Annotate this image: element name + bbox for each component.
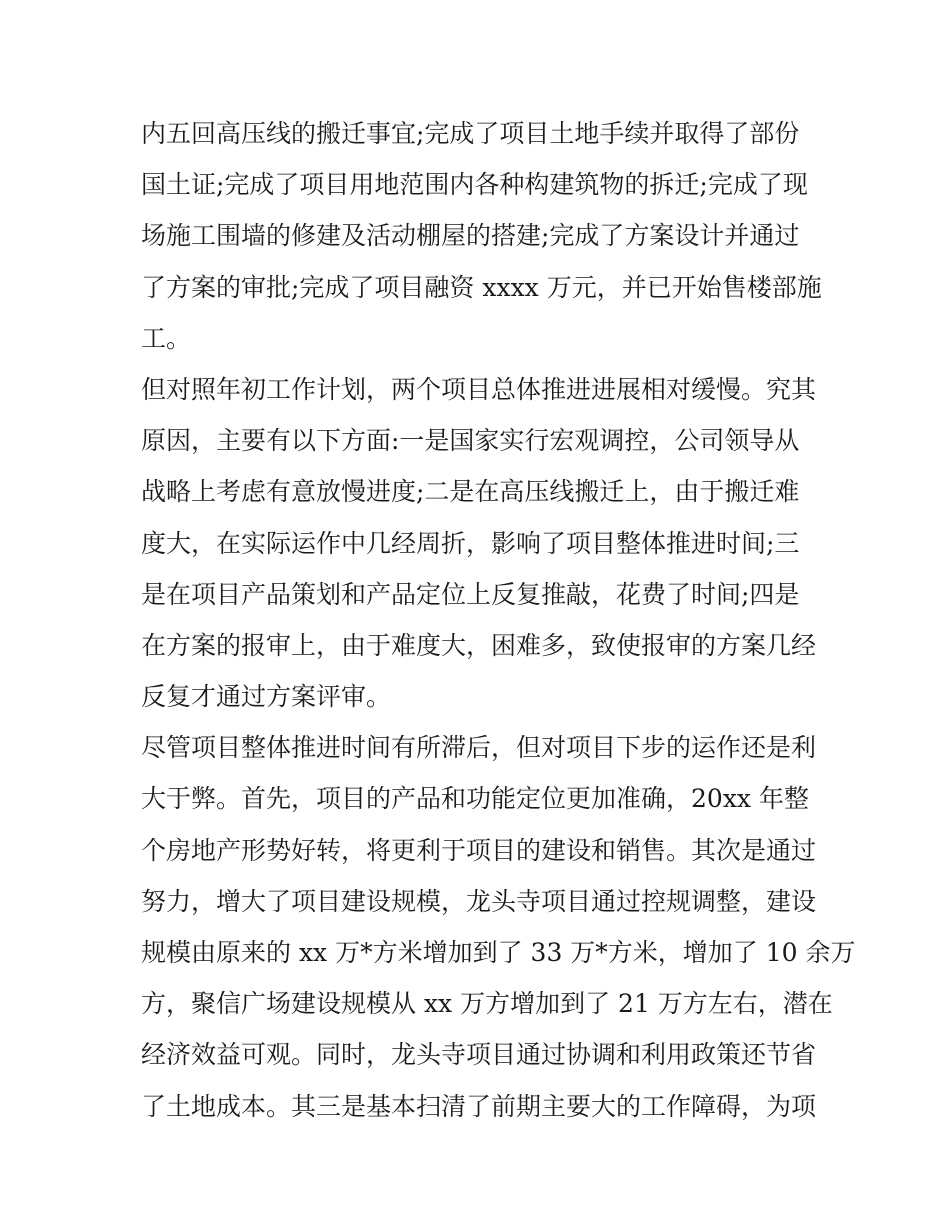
text-line: 反复才通过方案评审。 [141, 682, 392, 712]
text-line: 在方案的报审上，由于难度大，困难多，致使报审的方案几经 [141, 630, 817, 660]
text-line: 度大，在实际运作中几经周折，影响了项目整体推进时间;三 [141, 528, 800, 558]
text-line: 经济效益可观。同时，龙头寺项目通过协调和利用政策还节省 [141, 1040, 817, 1070]
text-line: 但对照年初工作计划，两个项目总体推进进展相对缓慢。究其 [141, 374, 817, 404]
text-line: 尽管项目整体推进时间有所滞后，但对项目下步的运作还是利 [141, 733, 817, 763]
body-text [141, 108, 856, 1132]
text-line: 国土证;完成了项目用地范围内各种构建筑物的拆迁;完成了现 [141, 170, 808, 200]
text-line: 场施工围墙的修建及活动棚屋的搭建;完成了方案设计并通过 [141, 221, 800, 251]
text-line: 是在项目产品策划和产品定位上反复推敲，花费了时间;四是 [141, 579, 800, 609]
text-line: 了土地成本。其三是基本扫清了前期主要大的工作障碍，为项 [141, 1091, 817, 1121]
text-line: 战略上考虑有意放慢进度;二是在高压线搬迁上，由于搬迁难 [141, 477, 800, 507]
text-line: 工。 [141, 323, 192, 353]
text-line: 原因，主要有以下方面:一是国家实行宏观调控，公司领导从 [141, 426, 800, 456]
text-line: 规模由原来的 xx 万*方米增加到了 33 万*方米，增加了 10 余万 [141, 938, 856, 967]
text-line: 内五回高压线的搬迁事宜;完成了项目土地手续并取得了部份 [141, 119, 800, 148]
text-line: 个房地产形势好转，将更利于项目的建设和销售。其次是通过 [141, 835, 817, 865]
text-line: 方，聚信广场建设规模从 xx 万方增加到了 21 万方左右，潜在 [141, 989, 833, 1019]
text-line: 大于弊。首先，项目的产品和功能定位更加准确，20xx 年整 [141, 784, 809, 814]
text-line: 努力，增大了项目建设规模，龙头寺项目通过控规调整，建设 [141, 886, 817, 916]
text-line: 了方案的审批;完成了项目融资 xxxx 万元，并已开始售楼部施 [141, 272, 822, 302]
